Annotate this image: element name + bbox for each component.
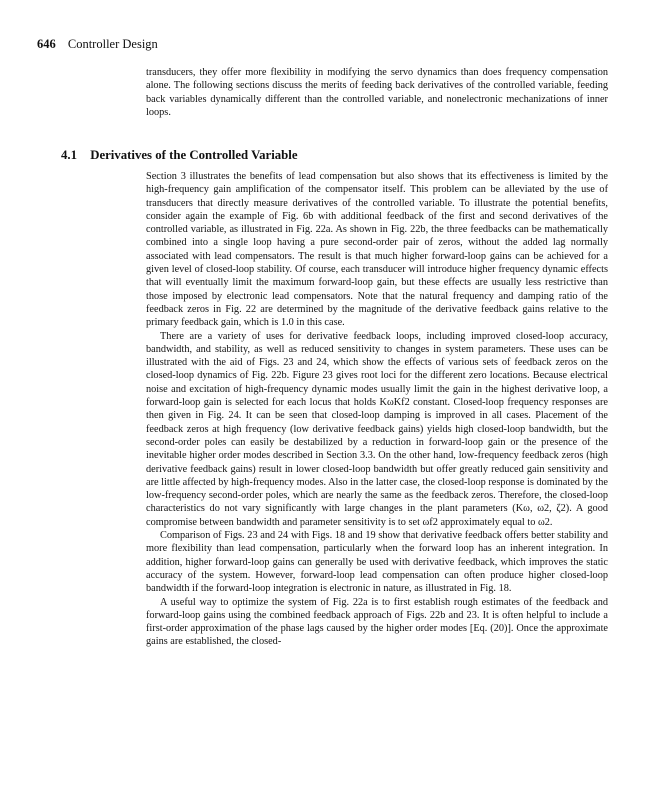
paragraph-3: Comparison of Figs. 23 and 24 with Figs. 18 and 19 show that derivative feedback offers better stability and more flexibility than lead compensation, particularly when the forward loop has an inherent integration. In addition, higher forward-loop gains can generally be used with derivative feedback, which improves the static accuracy of the system. However, forward-loop lead compensation can often produce higher closed-loop bandwidth if the forward-loop integration is electronic in nature, as illustrated in Fig. 18. [146,530,608,595]
intro-paragraph: transducers, they offer more flexibility in modifying the servo dynamics than does frequency compensation alone. The following sections discuss the merits of feeding back derivatives of the controlled variable, feeding back variables dynamically different than the controlled variable, and nonelectronic mechanizations of inner loops. [146,67,608,118]
section-number: 4.1 [61,148,77,162]
paragraph-1: Section 3 illustrates the benefits of lead compensation but also shows that its effectiveness is limited by the high-frequency gain amplification of the compensator itself. This problem can be alleviated by the use of transducers that directly measure derivatives of the controlled variable. To illustrate the potential benefits, consider again the example of Fig. 6b with additional feedback of the first and second derivatives of the controlled variable, as illustrated in Fig. 22a. As shown in Fig. 22b, the three feedbacks can be mathematically combined into a single loop having a pure second-order pair of zeros, without the added lag normally associated with lead compensators. The result is that much higher forward-loop gains can be achieved for a given level of closed-loop stability. Of course, each transducer will introduce higher frequency dynamic effects that will eventually limit the maximum forward-loop gain, but these effects are usually less restrictive than those imposed by electronic lead compensators. Note that the natural frequency and damping ratio of the feedback zeros in Fig. 22 are determined by the magnitude of the derivative feedback gains relative to the primary feedback gain, which is 1.0 in this case. [146,171,608,329]
intro-paragraph-block [146,66,608,119]
section-title: Derivatives of the Controlled Variable [90,148,298,162]
section-heading [61,148,298,163]
running-header [37,37,158,52]
paragraph-4: A useful way to optimize the system of Fig. 22a is to first establish rough estimates of the feedback and forward-loop gains using the combined feedback approach of Figs. 22b and 23. It is often helpful to include a first-order approximation of the phase lags caused by the higher order modes [Eq. (20)]. Once the approximate gains are established, the closed- [146,596,608,648]
running-title: Controller Design [67,37,158,51]
paragraph-2: There are a variety of uses for derivative feedback loops, including improved closed-loop accuracy, bandwidth, and stability, as well as reduced sensitivity to changes in system parameters. These uses can be illustrated with the aid of Figs. 23 and 24, which show the effects of various sets of feedback zeros on the closed-loop dynamics of Fig. 22b. Figure 23 gives root loci for the different zero locations. Because electrical noise and excitation of high-frequency dynamic modes usually limit the gain in the highest derivative loop, a forward-loop gain is selected for each locus that holds KωKf2 constant. Closed-loop frequency responses are then given in Fig. 24. It can be seen that closed-loop damping is improved in all cases. Placement of the feedback zeros at high frequency (low derivative feedback gains) yields high closed-loop bandwidth, but the second-order poles can easily be destabilized by a reduction in forward-loop gain or the presence of the inevitable higher order modes described in Section 3.3. On the other hand, low-frequency feedback zeros (high derivative feedback gains) result in lower closed-loop bandwidth but offer greatly reduced gain sensitivity and are little affected by high-frequency modes. Also in the latter case, the closed-loop response is dominated by the low-frequency second-order poles, which are nearly the same as the feedback zeros. Therefore, the closed-loop characteristics do not vary significantly with large changes in the plant parameters (Kω, ω2, ζ2). A good compromise between bandwidth and parameter sensitivity is to set ωf2 approximately equal to ω2. [146,330,608,528]
page-number: 646 [37,37,56,51]
section-body [146,170,608,649]
